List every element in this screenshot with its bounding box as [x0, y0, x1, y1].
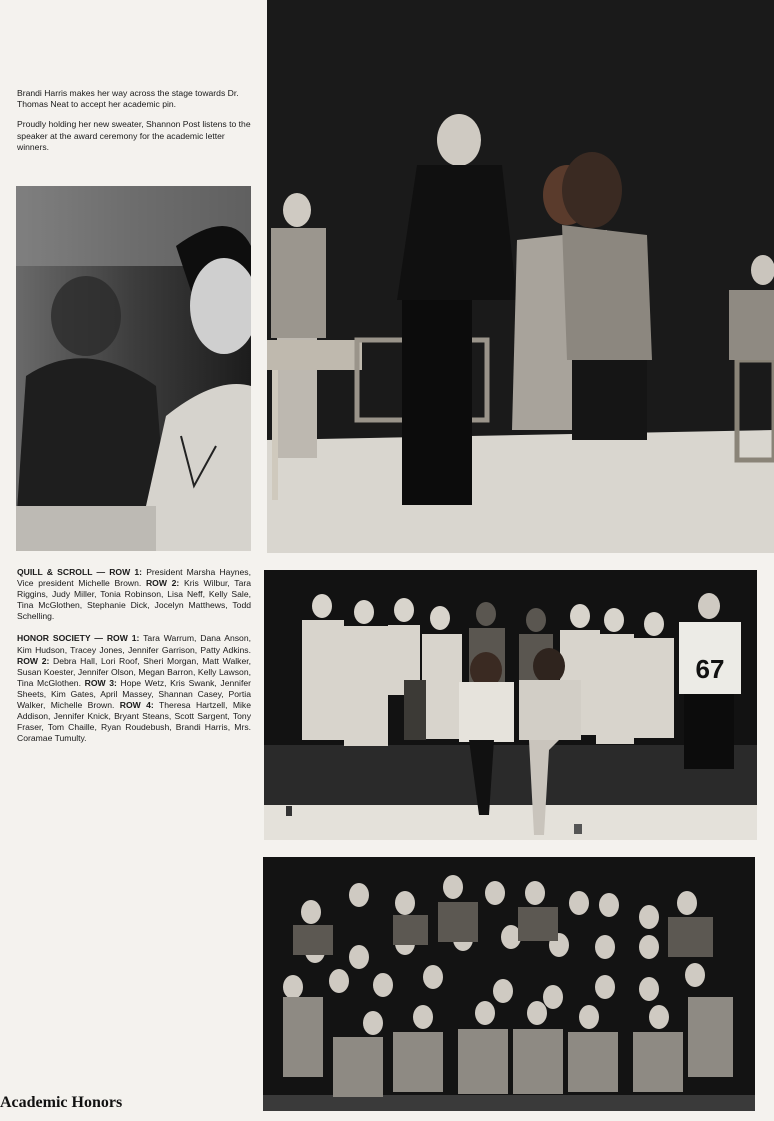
honor-society-row4: Theresa Hartzell, Mike Addison, Jennifer Knick, Bryant Steans, Scott Sargent, Tony Fraser, Tom Chaille, Ryan Roudebush, Brandi Harris, Mrs. Coramae Tumulty. [17, 700, 251, 744]
honor-society-row3: Hope Wetz, Kris Swank, Jennifer Sheets, Kim Gates, April Massey, Shannan Casey, Portia Walker, Michelle Brown. [17, 677, 251, 711]
photo-captions [17, 88, 251, 162]
quill-scroll-group-photo [264, 570, 757, 840]
page-footer-title: Academic Honors [0, 1094, 123, 1111]
roster-text [17, 567, 251, 755]
honor-society-row1: Tara Warrum, Dana Anson, Kim Hudson, Tracey Jones, Jennifer Garrison, Patty Adkins. [17, 633, 251, 655]
quill-scroll-row1: President Marsha Haynes, Vice president Michelle Brown. [17, 567, 251, 589]
quill-scroll-row2: Kris Wilbur, Tara Riggins, Judy Miller, Tonia Robinson, Lisa Neff, Kelly Sale, Tina McGlothen, Stephanie Dick, Jocelyn Matthews, Todd Schelling. [17, 578, 251, 622]
honor-society-heading: HONOR SOCIETY — ROW 1: [17, 633, 140, 644]
award-ceremony-photo [267, 0, 774, 553]
quill-scroll-row2-label: ROW 2: [145, 578, 180, 589]
portrait-photo [16, 186, 251, 551]
honor-society-roster [17, 633, 251, 744]
honor-society-row4-label: ROW 4: [119, 700, 154, 711]
honor-society-row2: Debra Hall, Lori Roof, Sheri Morgan, Matt Walker, Susan Koester, Jennifer Olson, Megan Barron, Kelly Lawson, Tina McGlothen. [17, 655, 252, 688]
jersey-number: 67 [695, 654, 725, 684]
quill-scroll-roster [17, 567, 251, 622]
honor-society-row2-label: ROW 2: [17, 655, 50, 666]
caption-stage-walk: Brandi Harris makes her way across the stage towards Dr. Thomas Neat to accept her academic pin. [17, 88, 239, 110]
quill-scroll-heading: QUILL & SCROLL — ROW 1: [17, 567, 143, 577]
honor-society-group-photo [263, 857, 755, 1111]
honor-society-row3-label: ROW 3: [84, 677, 117, 688]
caption-sweater: Proudly holding her new sweater, Shannon Post listens to the speaker at the award ceremony for the academic letter winners. [17, 119, 251, 152]
